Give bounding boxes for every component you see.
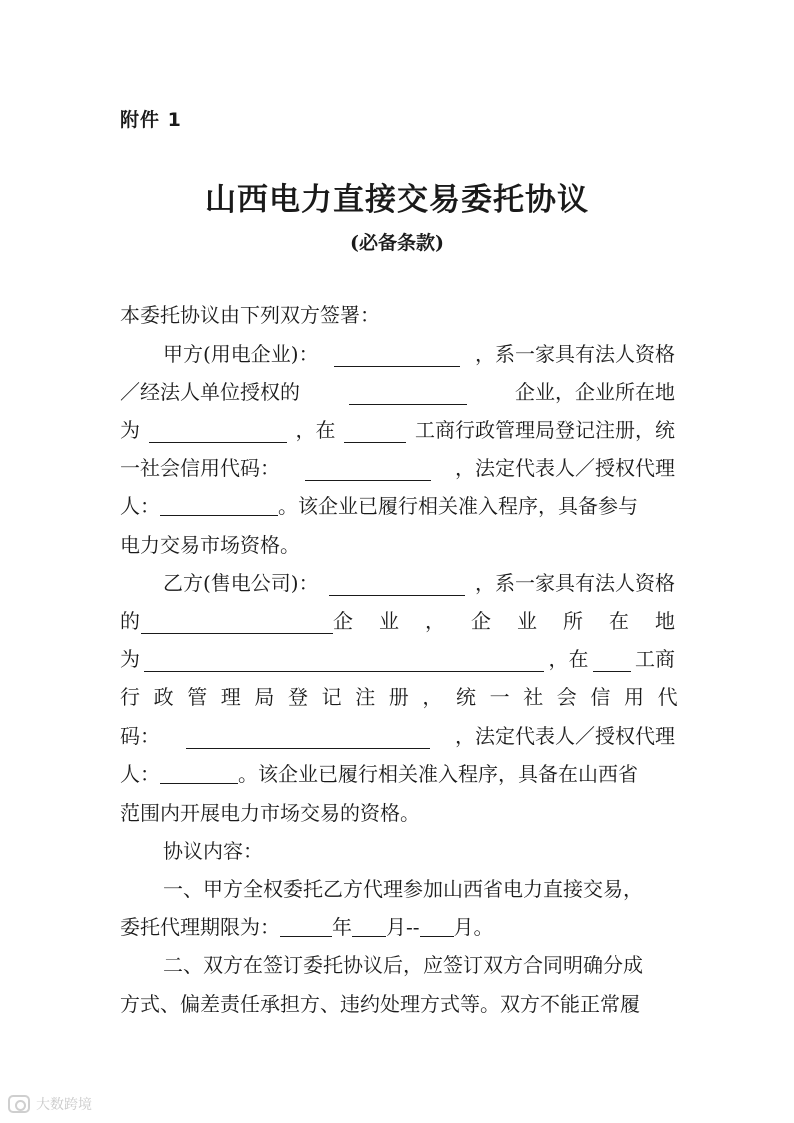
party-b-line-2 (120, 608, 701, 634)
term-end-month-blank[interactable] (420, 916, 454, 937)
intro-text: 本委托协议由下列双方签署： (120, 303, 380, 327)
party-a-text: 一社会信用代码： (120, 456, 280, 480)
party-b-line-5 (120, 723, 675, 749)
party-b-address-blank[interactable] (144, 651, 544, 672)
clause-1-line-2 (120, 914, 675, 940)
party-b-line-7: 范围内开展电力市场交易的资格。 (120, 801, 420, 825)
term-year-blank[interactable] (280, 916, 332, 937)
party-b-text: 企业，企业所在地 (333, 609, 701, 633)
party-b-line-1 (120, 570, 675, 596)
clause-1-line-1: 一、甲方全权委托乙方代理参加山西省电力直接交易， (163, 877, 643, 901)
party-b-credit-code-blank[interactable] (186, 728, 430, 749)
party-b-line-6 (120, 761, 675, 787)
party-a-text: 工商行政管理局登记注册，统 (415, 418, 675, 442)
party-a-name-blank[interactable] (334, 346, 460, 367)
party-a-text: 。该企业已履行相关准入程序，具备参与 (278, 494, 638, 518)
clause-2-line-1: 二、双方在签订委托协议后，应签订双方合同明确分成 (163, 953, 643, 977)
party-b-text: 。该企业已履行相关准入程序，具备在山西省 (238, 762, 638, 786)
party-b-text: 工商 (635, 647, 675, 671)
document-subtitle: (必备条款) (350, 232, 444, 254)
party-b-text: 人： (120, 762, 160, 786)
party-b-line-4: 行政管理局登记注册，统一社会信用代 (120, 685, 692, 709)
party-a-text: ，系一家具有法人资格 (474, 342, 675, 366)
party-b-text: ，法定代表人／授权代理 (455, 724, 675, 748)
party-b-text: ，在 (548, 647, 589, 671)
party-b-text: 为 (120, 647, 140, 671)
party-b-text: ，系一家具有法人资格 (474, 571, 675, 595)
term-start-month-blank[interactable] (352, 916, 386, 937)
clause-1-text: 月。 (453, 915, 494, 939)
party-a-text: ，在 (295, 418, 336, 442)
party-a-line-4 (120, 455, 675, 481)
party-a-line-6: 电力交易市场资格。 (120, 533, 300, 557)
clause-1-text: 年 (332, 915, 352, 939)
party-a-text: 人： (120, 494, 160, 518)
watermark (8, 1094, 92, 1114)
party-b-registry-blank[interactable] (593, 651, 631, 672)
camera-logo-icon (8, 1095, 30, 1113)
party-a-enterprise-blank[interactable] (349, 384, 467, 405)
party-a-credit-code-blank[interactable] (305, 460, 431, 481)
party-b-label: 乙方(售电公司)： (163, 571, 319, 595)
party-a-registry-blank[interactable] (344, 422, 406, 443)
clause-2-line-2: 方式、偏差责任承担方、违约处理方式等。双方不能正常履 (120, 992, 640, 1016)
party-b-enterprise-blank[interactable] (141, 613, 333, 634)
attachment-label: 附件 1 (120, 109, 182, 131)
party-a-text: 为 (120, 418, 140, 442)
party-a-text: 企业，企业所在地 (515, 380, 675, 404)
party-b-line-3 (120, 646, 675, 672)
party-a-line-3 (120, 417, 675, 443)
party-a-line-5 (120, 493, 675, 519)
party-b-text: 码： (120, 724, 160, 748)
watermark-text: 大数跨境 (36, 1097, 92, 1113)
party-a-address-blank[interactable] (149, 422, 287, 443)
party-a-text: ，法定代表人／授权代理 (455, 456, 675, 480)
clause-1-text: 月-- (386, 915, 420, 939)
clause-1-text: 委托代理期限为： (120, 915, 280, 939)
party-a-line-1 (120, 341, 675, 367)
document-title: 山西电力直接交易委托协议 (205, 182, 589, 218)
party-a-representative-blank[interactable] (160, 495, 278, 516)
agreement-heading: 协议内容： (163, 839, 263, 863)
party-b-name-blank[interactable] (329, 575, 465, 596)
party-b-text: 的 (120, 609, 140, 633)
party-b-representative-blank[interactable] (160, 763, 238, 784)
party-a-line-2 (120, 379, 675, 405)
party-a-label: 甲方(用电企业)： (163, 342, 319, 366)
party-a-text: ／经法人单位授权的 (120, 380, 300, 404)
